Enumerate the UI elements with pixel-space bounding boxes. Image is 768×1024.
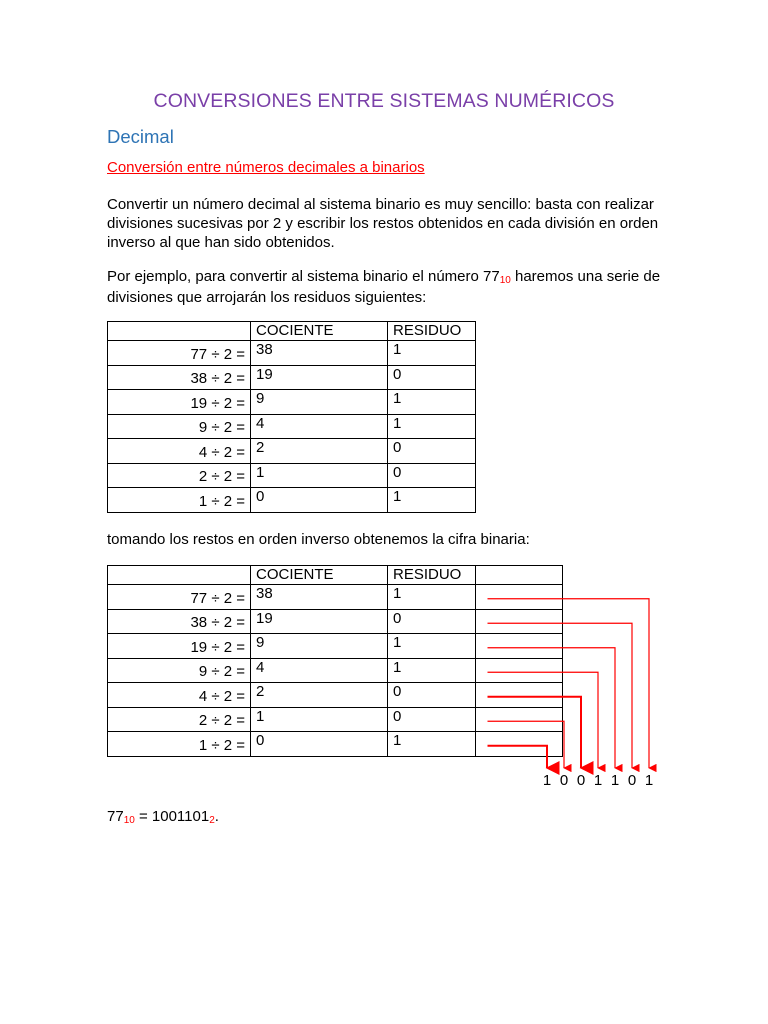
remainder-cell: 1 [388,634,476,659]
result-line [107,808,219,825]
quotient-cell: 9 [251,390,388,415]
quotient-cell: 4 [251,658,388,683]
quotient-cell: 0 [251,488,388,513]
remainder-arrow [488,721,565,768]
division-operation: 19 ÷ 2 = [108,634,251,659]
division-operation: 9 ÷ 2 = [108,414,251,439]
result-equals: = 1001101 [134,808,210,825]
quotient-cell: 1 [251,463,388,488]
division-operation: 1 ÷ 2 = [108,488,251,513]
quotient-cell: 2 [251,439,388,464]
binary-digit: 1 [610,772,620,789]
division-operation: 2 ÷ 2 = [108,463,251,488]
binary-digit: 0 [576,772,586,789]
remainder-arrow [488,697,582,768]
binary-digit: 1 [644,772,654,789]
remainder-cell: 1 [388,488,476,513]
division-operation: 1 ÷ 2 = [108,732,251,757]
division-operation: 77 ÷ 2 = [108,585,251,610]
quotient-cell: 38 [251,585,388,610]
header-remainder: RESIDUO [388,566,476,585]
binary-digit: 0 [627,772,637,789]
binary-digit: 1 [542,772,552,789]
division-operation: 4 ÷ 2 = [108,439,251,464]
quotient-cell: 1 [251,707,388,732]
division-operation: 4 ÷ 2 = [108,683,251,708]
example-text-before: Por ejemplo, para convertir al sistema binario el número 77 [107,268,500,285]
page-title: CONVERSIONES ENTRE SISTEMAS NUMÉRICOS [153,90,615,112]
remainder-cell: 0 [388,365,476,390]
result-binary-base: 2 [209,815,215,826]
remainder-cell: 0 [388,707,476,732]
division-operation: 77 ÷ 2 = [108,341,251,366]
binary-digit: 0 [559,772,569,789]
remainder-arrow [488,648,616,768]
remainder-cell: 0 [388,683,476,708]
inverse-order-text: tomando los restos en orden inverso obtenemos la cifra binaria: [107,531,530,548]
division-operation: 2 ÷ 2 = [108,707,251,732]
section-heading: Decimal [107,126,174,147]
quotient-cell: 19 [251,609,388,634]
result-end: . [214,808,219,825]
remainder-arrow [488,746,548,768]
header-quotient: COCIENTE [251,566,388,585]
division-operation: 38 ÷ 2 = [108,609,251,634]
quotient-cell: 2 [251,683,388,708]
result-number-base: 10 [123,815,135,826]
remainder-cell: 1 [388,585,476,610]
header-quotient: COCIENTE [251,322,388,341]
intro-paragraph: Convertir un número decimal al sistema binario es muy sencillo: basta con realizar divisiones sucesivas por 2 y escribir los restos obtenidos en cada división en orden inverso al que han sido obtenidos. [107,196,659,251]
quotient-cell: 4 [251,414,388,439]
quotient-cell: 19 [251,365,388,390]
remainder-cell: 1 [388,341,476,366]
quotient-cell: 0 [251,732,388,757]
remainder-arrow [488,599,650,768]
quotient-cell: 9 [251,634,388,659]
remainder-cell: 0 [388,439,476,464]
division-operation: 9 ÷ 2 = [108,658,251,683]
quotient-cell: 38 [251,341,388,366]
result-number: 77 [107,808,124,825]
example-text-after: haremos una serie de divisiones que arrojarán los residuos siguientes: [107,268,661,306]
remainder-cell: 0 [388,609,476,634]
division-operation: 19 ÷ 2 = [108,390,251,415]
remainder-cell: 1 [388,390,476,415]
remainder-cell: 0 [388,463,476,488]
remainder-cell: 1 [388,732,476,757]
header-remainder: RESIDUO [388,322,476,341]
subsection-heading: Conversión entre números decimales a binarios [107,159,425,176]
remainder-cell: 1 [388,658,476,683]
division-operation: 38 ÷ 2 = [108,365,251,390]
binary-digit: 1 [593,772,603,789]
remainder-cell: 1 [388,414,476,439]
base-subscript: 10 [499,275,511,286]
